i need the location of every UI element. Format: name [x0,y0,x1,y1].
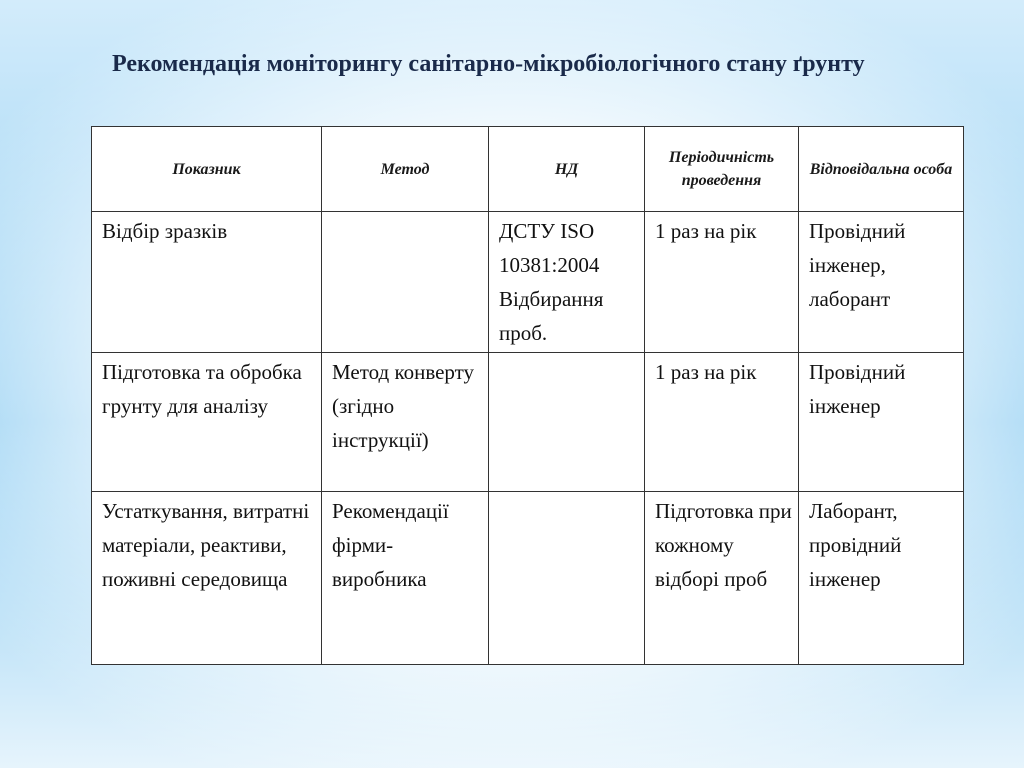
cell-method [322,212,489,353]
table-row [92,212,964,353]
cell-responsible: Лаборант, провідний інженер [799,492,964,665]
cell-normative-doc: ДСТУ ISO 10381:2004 Відбирання проб. [489,212,645,353]
header-indicator: Показник [92,127,322,212]
cell-periodicity: 1 раз на рік [645,212,799,353]
header-periodicity: Періодичність проведення [645,127,799,212]
header-responsible-person: Відповідальна особа [799,127,964,212]
table-row [92,353,964,492]
cell-periodicity: Підготовка при кожному відборі проб [645,492,799,665]
cell-normative-doc [489,353,645,492]
table-row [92,492,964,665]
cell-method: Рекомендації фірми-виробника [322,492,489,665]
header-method: Метод [322,127,489,212]
table-header-row [92,127,964,212]
cell-normative-doc [489,492,645,665]
header-normative-doc: НД [489,127,645,212]
slide-title: Рекомендація моніторингу санітарно-мікробіологічного стану ґрунту [112,51,865,77]
cell-indicator: Відбір зразків [92,212,322,353]
cell-method: Метод конверту (згідно інструкції) [322,353,489,492]
cell-indicator: Підготовка та обробка грунту для аналізу [92,353,322,492]
cell-periodicity: 1 раз на рік [645,353,799,492]
monitoring-table [91,126,964,665]
cell-responsible: Провідний інженер, лаборант [799,212,964,353]
cell-indicator: Устаткування, витратні матеріали, реактиви, поживні середовища [92,492,322,665]
cell-responsible: Провідний інженер [799,353,964,492]
